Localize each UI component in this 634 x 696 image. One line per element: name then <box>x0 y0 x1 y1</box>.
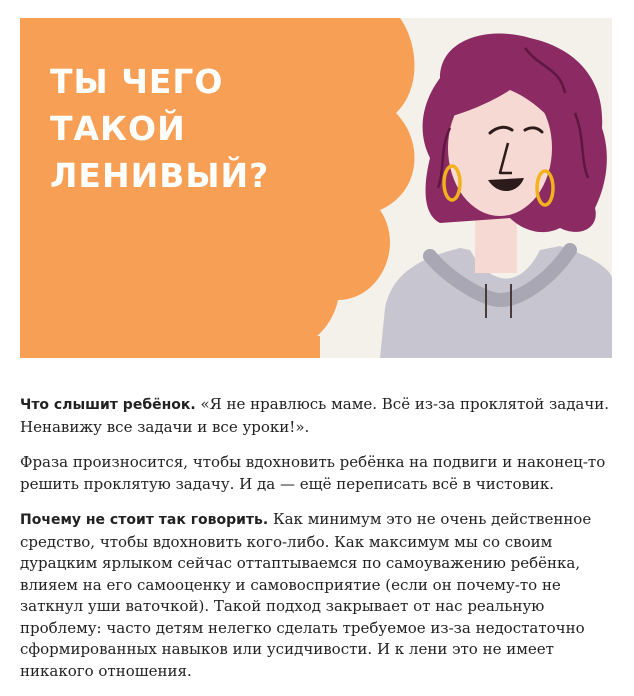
article-illustration <box>20 18 612 358</box>
speech-bubble-text: ТЫ ЧЕГО ТАКОЙ ЛЕНИВЫЙ? <box>50 62 270 195</box>
paragraph-phrase-purpose <box>20 452 614 495</box>
paragraph-text: Как минимум это не очень действенное средство, чтобы вдохновить кого-либо. Как максимум мы со своим дурацким ярлыком сейчас оттаптываемся по самоуважению ребёнка, влияем на его самооценку и самовосприятие (если он почему-то не заткнул уши ваточкой). Такой подход закрывает от нас реальную проблему: часто детям нелегко сделать требуемое из-за недостаточно сформированных навыков или усидчивости. И к лени это не имеет никакого отношения. <box>20 510 592 680</box>
paragraph-why-not-say <box>20 509 614 682</box>
paragraph-text: «Я не нравлюсь маме. Всё из-за проклятой задачи. Ненавижу все задачи и все уроки!». <box>20 395 610 436</box>
paragraph-lead: Почему не стоит так говорить. <box>20 512 269 528</box>
paragraph-text: Фраза произносится, чтобы вдохновить ребёнка на подвиги и наконец-то решить проклятую задачу. И да — ещё переписать всё в чистовик. <box>20 453 606 493</box>
paragraph-lead: Что слышит ребёнок. <box>20 397 196 413</box>
paragraph-what-child-hears <box>20 394 614 438</box>
article-body <box>20 394 614 696</box>
